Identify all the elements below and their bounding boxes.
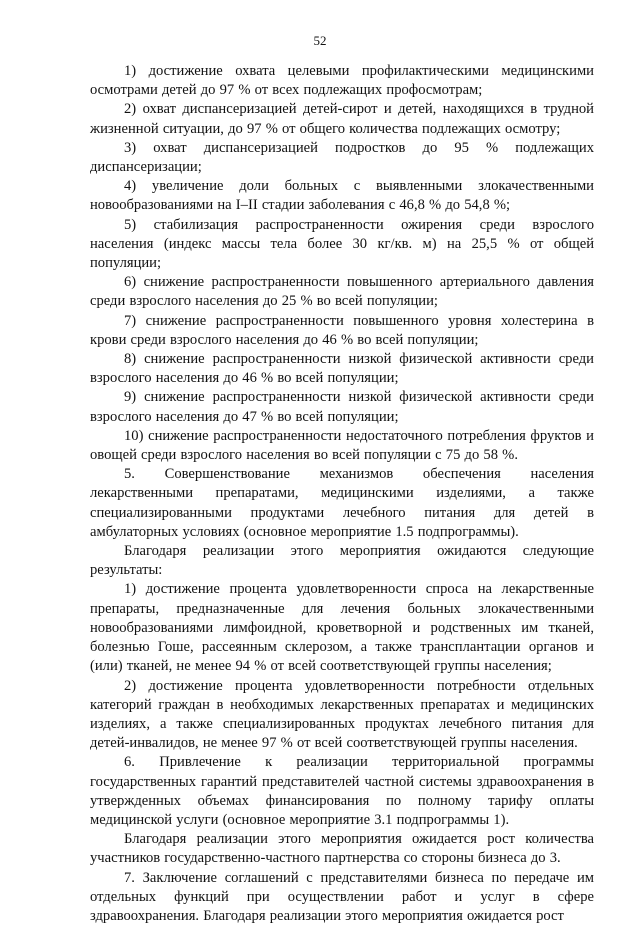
results-intro-paragraph: Благодаря реализации этого мероприятия ожидаются следующие результаты: — [90, 543, 594, 579]
list-item-1: 1) достижение охвата целевыми профилактическими медицинскими осмотрами детей до 97 % от всех подлежащих профосмотрам; — [90, 63, 594, 99]
list-item-2: 2) охват диспансеризацией детей-сирот и детей, находящихся в трудной жизненной ситуации, до 97 % от общего количества подлежащих осмотру; — [90, 101, 594, 137]
result-item-2: 2) достижение процента удовлетворенности потребности отдельных категорий граждан в необходимых лекарственных препаратах и медицинских изделиях, а также специализированных продуктах лечебного питания для детей-инвалидов, не менее 97 % от всей соответствующей группы населения. — [90, 677, 594, 752]
result-item-1: 1) достижение процента удовлетворенности спроса на лекарственные препараты, предназначенные для лечения больных злокачественными новообразованиями лимфоидной, кроветворной и родственных им тканей, болезнью Гоше, рассеянным склерозом, а также трансплантации органов и (или) тканей, не менее 94 % от всей соответствующей группы населения; — [90, 581, 594, 675]
section-5-paragraph: 5. Совершенствование механизмов обеспечения населения лекарственными препаратами, медицинскими изделиями, а также специализированными продуктами лечебного питания для детей в амбулаторных условиях (основное мероприятие 1.5 подпрограммы). — [90, 466, 594, 540]
section-6-result-paragraph: Благодаря реализации этого мероприятия ожидается рост количества участников государственно-частного партнерства со стороны бизнеса до 3. — [90, 831, 594, 867]
list-item-5: 5) стабилизация распространенности ожирения среди взрослого населения (индекс массы тела более 30 кг/кв. м) на 25,5 % от общей популяции; — [90, 216, 594, 272]
document-body — [90, 62, 594, 926]
list-item-3: 3) охват диспансеризацией подростков до 95 % подлежащих диспансеризации; — [90, 139, 594, 176]
list-item-6: 6) снижение распространенности повышенного артериального давления среди взрослого населения до 25 % во всей популяции; — [90, 274, 594, 310]
section-7-paragraph: 7. Заключение соглашений с представителями бизнеса по передаче им отдельных функций при осуществлении работ и услуг в сфере здравоохранения. Благодаря реализации этого мероприятия ожидается рост — [90, 869, 594, 924]
list-item-9: 9) снижение распространенности низкой физической активности среди взрослого населения до 47 % во всей популяции; — [90, 389, 594, 425]
section-6-paragraph: 6. Привлечение к реализации территориальной программы государственных гарантий представителей частной системы здравоохранения в утвержденных объемах финансирования по полному тарифу оплаты медицинской услуги (основное мероприятие 3.1 подпрограммы 1). — [90, 754, 594, 828]
list-item-10: 10) снижение распространенности недостаточного потребления фруктов и овощей среди взрослого населения во всей популяции с 75 до 58 %. — [90, 427, 594, 464]
list-item-7: 7) снижение распространенности повышенного уровня холестерина в крови среди взрослого населения до 46 % во всей популяции; — [90, 312, 594, 348]
list-item-8: 8) снижение распространенности низкой физической активности среди взрослого населения до 46 % во всей популяции; — [90, 351, 594, 387]
list-item-4: 4) увеличение доли больных с выявленными злокачественными новообразованиями на I–II стадии заболевания с 46,8 % до 54,8 %; — [90, 178, 594, 214]
page-number: 52 — [313, 33, 327, 48]
